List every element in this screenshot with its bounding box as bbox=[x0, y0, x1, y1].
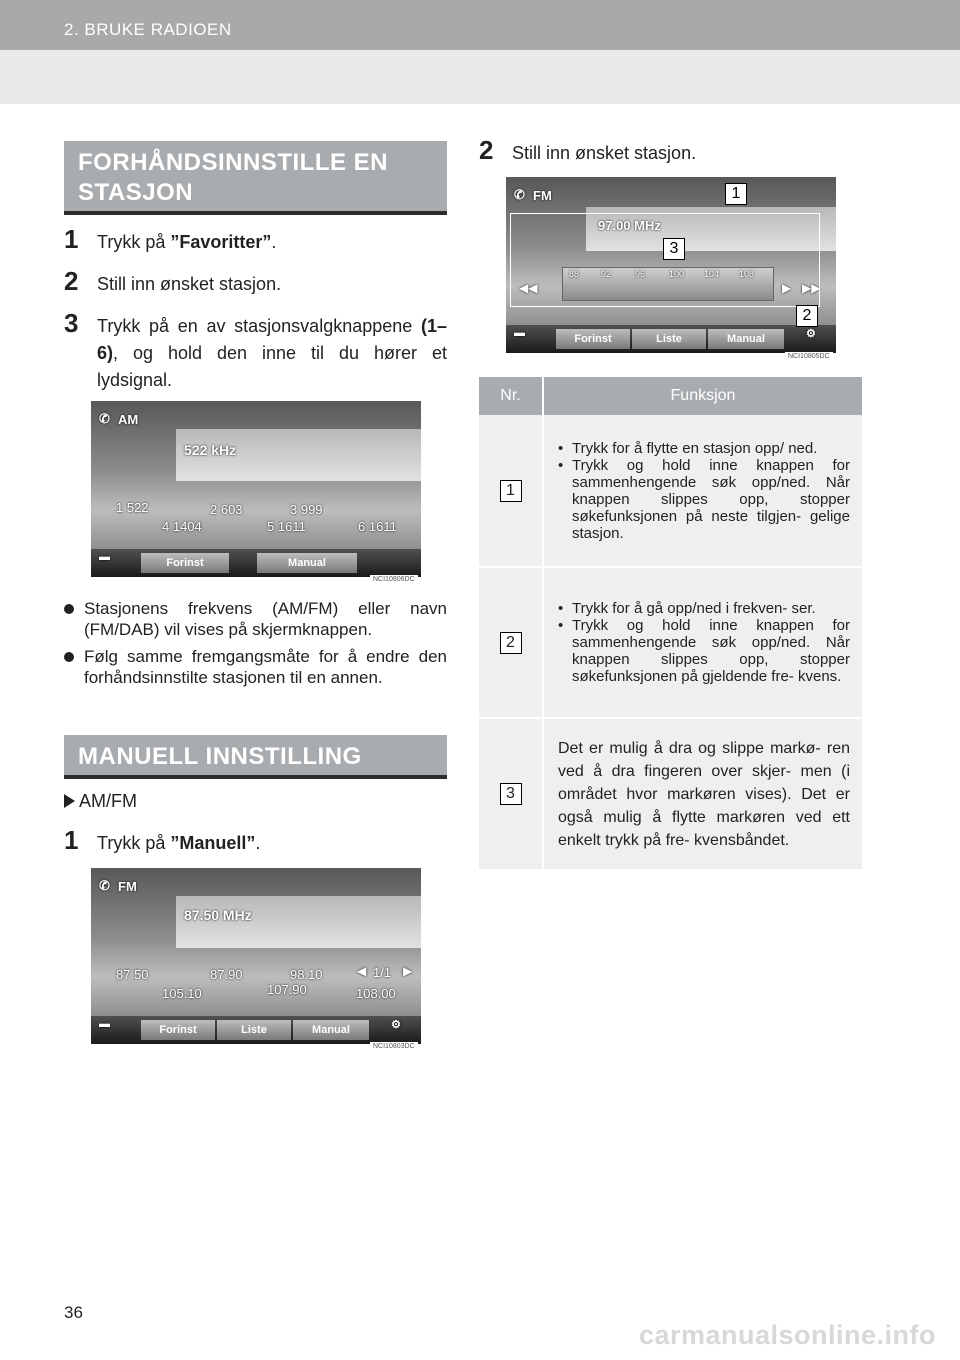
page-number: 36 bbox=[64, 1303, 83, 1322]
antenna-icon: ✆ bbox=[99, 878, 110, 893]
right-step-2: 2 Still inn ønsket stasjon. bbox=[479, 135, 697, 165]
function-table bbox=[479, 377, 862, 871]
screenshot-fm-presets: ✆ FM 87.50 MHz 87.50 87.90 98.10 105.10 107.90 108.00 ◀ 1/1 ▶ ▬ Forinst Liste Manual ⚙ bbox=[91, 868, 421, 1044]
forinst-button: Forinst bbox=[556, 329, 630, 349]
page-prev-icon: ◀ bbox=[357, 964, 367, 978]
forinst-button: Forinst bbox=[141, 553, 229, 573]
image-code: NCI10805DC bbox=[785, 352, 833, 361]
table-header-funksjon: Funksjon bbox=[543, 377, 862, 415]
antenna-icon: ✆ bbox=[99, 411, 110, 426]
seek-up-icon: ▶▶ bbox=[802, 281, 821, 295]
arrow-icon bbox=[64, 794, 75, 808]
table-row: 1 • Trykk for å flytte en stasjon opp/ ned. • Trykk og hold inne knappen for sammenhengende søk opp/ned. Når knappen slippes opp, stopper søkefunksjonen på neste tilgjen- gelige stasjon. bbox=[479, 415, 862, 567]
preset-step-2: 2 Still inn ønsket stasjon. bbox=[64, 266, 282, 296]
bullet-item: Stasjonens frekvens (AM/FM) eller navn (FM/DAB) vil vises på skjermknappen. bbox=[64, 598, 447, 640]
callout-frame bbox=[510, 213, 820, 307]
liste-button: Liste bbox=[217, 1020, 291, 1040]
chapter-title: 2. BRUKE RADIOEN bbox=[64, 20, 232, 39]
table-row: 3 Det er mulig å dra og slippe markø- ren ved å dra fingeren over skjer- men (i området hvor markøren vises). Det er også mulig å flytte markøren ved ett enkelt trykk på fre- kvensbåndet. bbox=[479, 718, 862, 870]
screenshot-am-presets: ✆ AM 522 kHz 1 522 2 603 3 999 4 1404 5 1611 6 1611 ▬ Forinst Manual bbox=[91, 401, 421, 577]
seek-down-icon: ◀◀ bbox=[519, 281, 538, 295]
manual-button: Manual bbox=[293, 1020, 369, 1040]
subheading-am-fm: AM/FM bbox=[64, 791, 137, 812]
preset-step-3: 3 Trykk på en av stasjonsvalgknappene (1–6), og hold den inne til du hører et lydsignal. bbox=[64, 308, 447, 390]
antenna-icon: ✆ bbox=[514, 187, 525, 202]
callout-1: 1 bbox=[725, 183, 747, 205]
image-code: NCI10806DC bbox=[370, 575, 418, 584]
manual-button: Manual bbox=[708, 329, 784, 349]
watermark: carmanualsonline.info bbox=[638, 1320, 936, 1350]
manual-button: Manual bbox=[257, 553, 357, 573]
settings-icon: ⚙ bbox=[391, 1019, 401, 1031]
section-heading-manual: MANUELL INNSTILLING bbox=[64, 735, 447, 779]
callout-2: 2 bbox=[796, 305, 818, 327]
forinst-button: Forinst bbox=[141, 1020, 215, 1040]
image-code: NCI10803DC bbox=[370, 1042, 418, 1051]
section-heading-preset: FORHÅNDSINNSTILLE EN STASJON bbox=[64, 141, 447, 215]
car-icon: ▬ bbox=[514, 327, 525, 339]
preset-step-1: 1 Trykk på ”Favoritter”. bbox=[64, 224, 277, 254]
callout-3: 3 bbox=[663, 238, 685, 260]
table-header-nr: Nr. bbox=[479, 377, 543, 415]
manual-step-1: 1 Trykk på ”Manuell”. bbox=[64, 825, 261, 855]
settings-icon: ⚙ bbox=[806, 328, 816, 340]
car-icon: ▬ bbox=[99, 1018, 110, 1030]
screenshot-fm-manual: ✆ FM 97.00 MHz 88 92 96 100 104 108 ◀◀ ▶ ▶▶ ▬ Forinst Liste Manual ⚙ bbox=[506, 177, 836, 353]
page-next-icon: ▶ bbox=[403, 964, 413, 978]
step-up-icon: ▶ bbox=[782, 281, 792, 295]
table-row: 2 • Trykk for å gå opp/ned i frekven- ser. • Trykk og hold inne knappen for sammenhengende søk opp/ned. Når knappen slippes opp, stopper søkefunksjonen på gjeldende fre- kvens. bbox=[479, 567, 862, 718]
car-icon: ▬ bbox=[99, 551, 110, 563]
bullet-item: Følg samme fremgangsmåte for å endre den forhåndsinnstilte stasjonen til en annen. bbox=[64, 646, 447, 688]
liste-button: Liste bbox=[632, 329, 706, 349]
